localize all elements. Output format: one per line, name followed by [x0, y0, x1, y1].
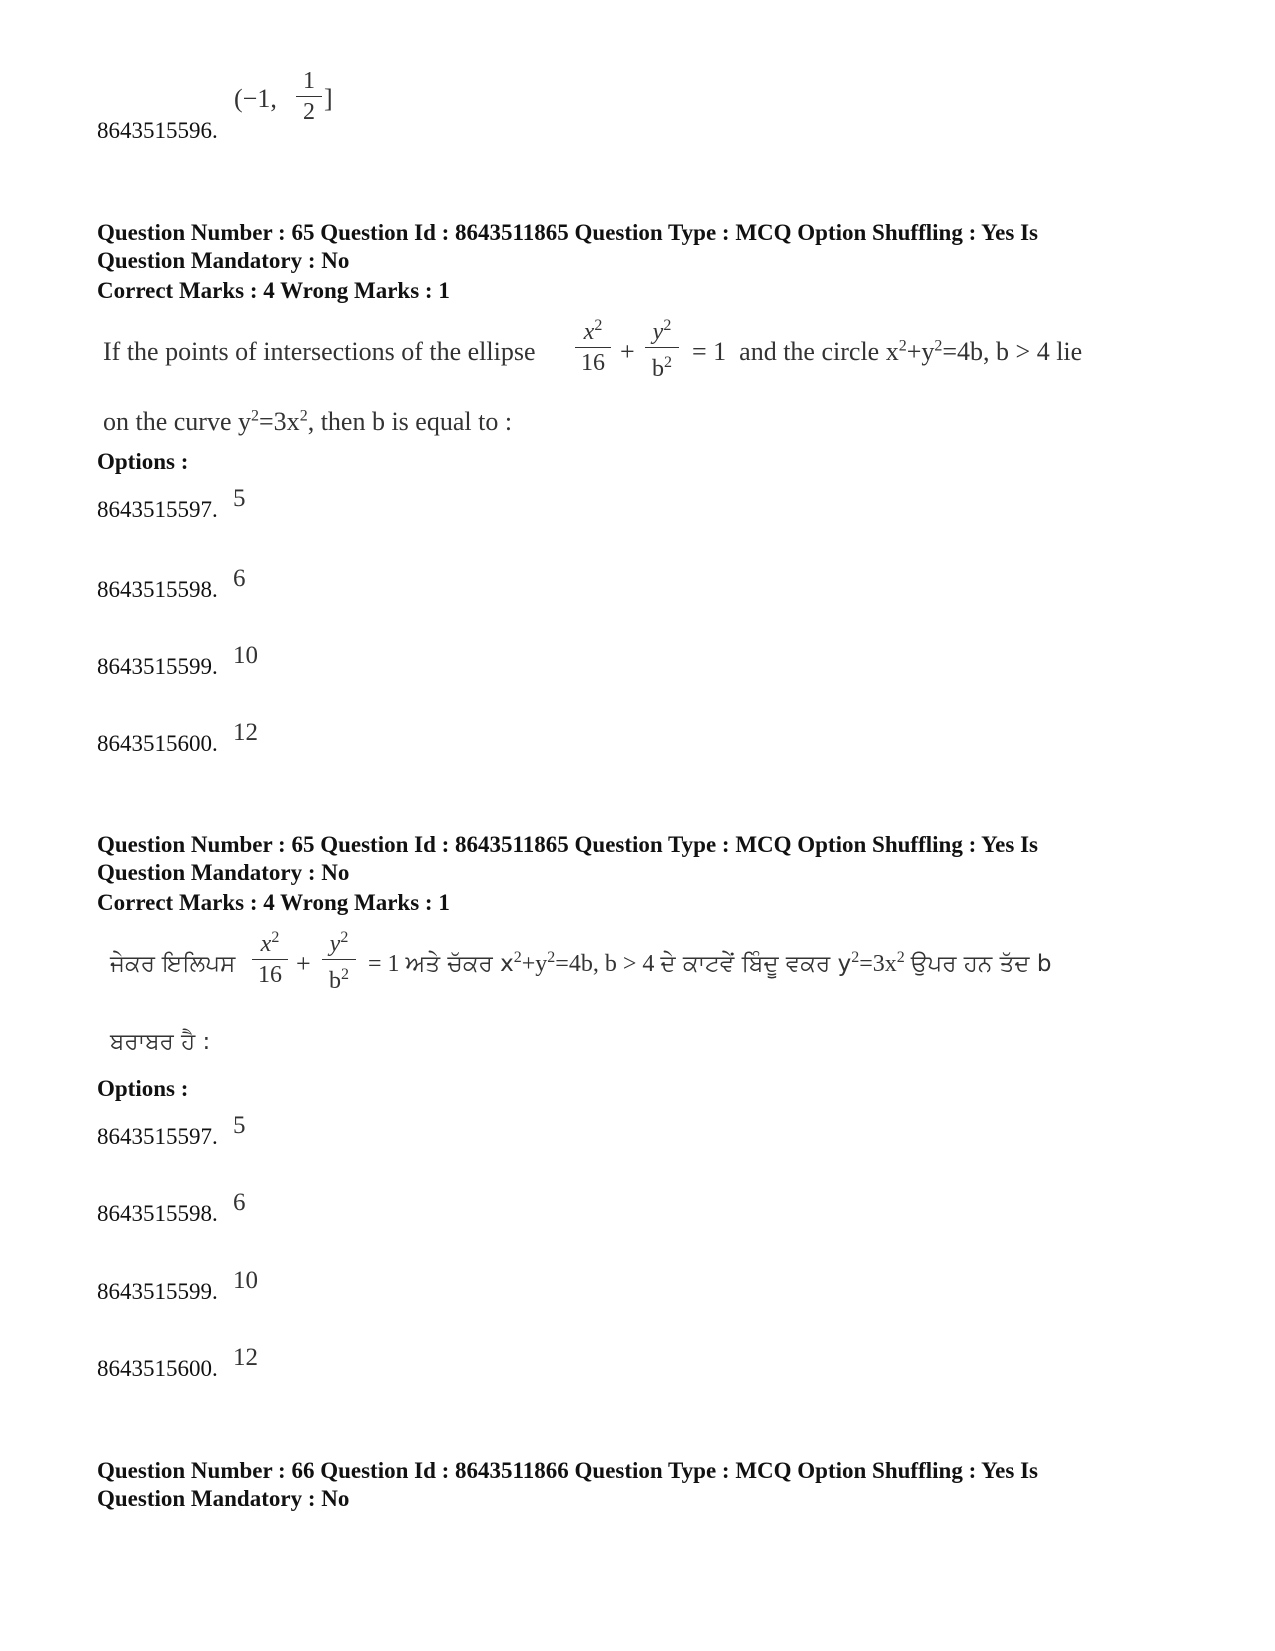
question-header: Question Number : 65 Question Id : 8643511865 Question Type : MCQ Option Shuffling : Yes Is Question Mandatory : No: [97, 220, 1038, 273]
option-value: 12: [233, 1344, 258, 1371]
question-block-65-punjabi: [0, 827, 1275, 1397]
option-value: 12: [233, 719, 258, 746]
option-row: [97, 1344, 497, 1384]
option-id: 8643515597.: [97, 497, 218, 522]
marks-line: Correct Marks : 4 Wrong Marks : 1: [97, 278, 450, 303]
question-header: Question Number : 65 Question Id : 8643511865 Question Type : MCQ Option Shuffling : Yes Is Question Mandatory : No: [97, 832, 1038, 885]
option-row: [97, 485, 497, 525]
option-id: 8643515599.: [97, 654, 218, 679]
ellipse-fraction-x: $x^2$ 16: [575, 313, 611, 376]
option-id: 8643515596.: [97, 118, 218, 143]
option-row: [97, 1267, 497, 1307]
option-row: [97, 642, 497, 682]
ellipse-fraction-x: $x^2$ 16: [252, 925, 288, 988]
options-label: Options :: [97, 449, 189, 474]
option-row: [97, 1112, 497, 1152]
option-id: 8643515599.: [97, 1279, 218, 1304]
question-text-rest: = 1 ਅਤੇ ਚੱਕਰ $x^2+y^2=4b$, b > 4 ਦੇ ਕਾਟਵੇਂ ਬਿੰਦੂ ਵਕਰ $y^2=3x^2$ ਉਪਰ ਹਨ ਤੱਦ b: [368, 949, 1052, 977]
option-value: 5: [233, 1112, 246, 1139]
option-value-interval: (−1,: [234, 84, 277, 113]
ellipse-fraction-y: $y^2$ $b^2$: [322, 925, 356, 994]
option-id: 8643515598.: [97, 1201, 218, 1226]
option-id: 8643515598.: [97, 577, 218, 602]
option-row: [97, 565, 497, 605]
option-value: 5: [233, 485, 246, 512]
option-value: 10: [233, 642, 258, 669]
interval-fraction: 1 2: [296, 68, 322, 125]
option-value: 10: [233, 1267, 258, 1294]
option-value: 6: [233, 565, 246, 592]
question-text: If the points of intersections of the ellipse: [103, 337, 536, 366]
option-id: 8643515597.: [97, 1124, 218, 1149]
ellipse-fraction-y: $y^2$ $b^2$: [645, 313, 679, 382]
option-row: [0, 60, 1275, 150]
interval-close: ]: [324, 84, 333, 113]
option-id: 8643515600.: [97, 1356, 218, 1381]
question-text: ਜੇਕਰ ਇਲਿਪਸ: [110, 951, 236, 977]
option-id: 8643515600.: [97, 731, 218, 756]
option-row: [97, 1189, 497, 1229]
question-text-line2: ਬਰਾਬਰ ਹੈ :: [110, 1029, 211, 1055]
question-text-rest: = 1 and the circle $x^2+y^2=4b$, b > 4 lie: [692, 337, 1083, 366]
question-header-66: Question Number : 66 Question Id : 8643511866 Question Type : MCQ Option Shuffling : Yes Is Question Mandatory : No: [97, 1458, 1038, 1511]
plus-sign: +: [620, 337, 635, 366]
option-row: [97, 719, 497, 759]
question-block-65-english: [0, 215, 1275, 775]
options-label: Options :: [97, 1076, 189, 1101]
plus-sign: +: [296, 949, 311, 978]
marks-line: Correct Marks : 4 Wrong Marks : 1: [97, 890, 450, 915]
question-text-line2: on the curve $y^2=3x^2$, then b is equal to :: [103, 407, 513, 436]
option-value: 6: [233, 1189, 246, 1216]
